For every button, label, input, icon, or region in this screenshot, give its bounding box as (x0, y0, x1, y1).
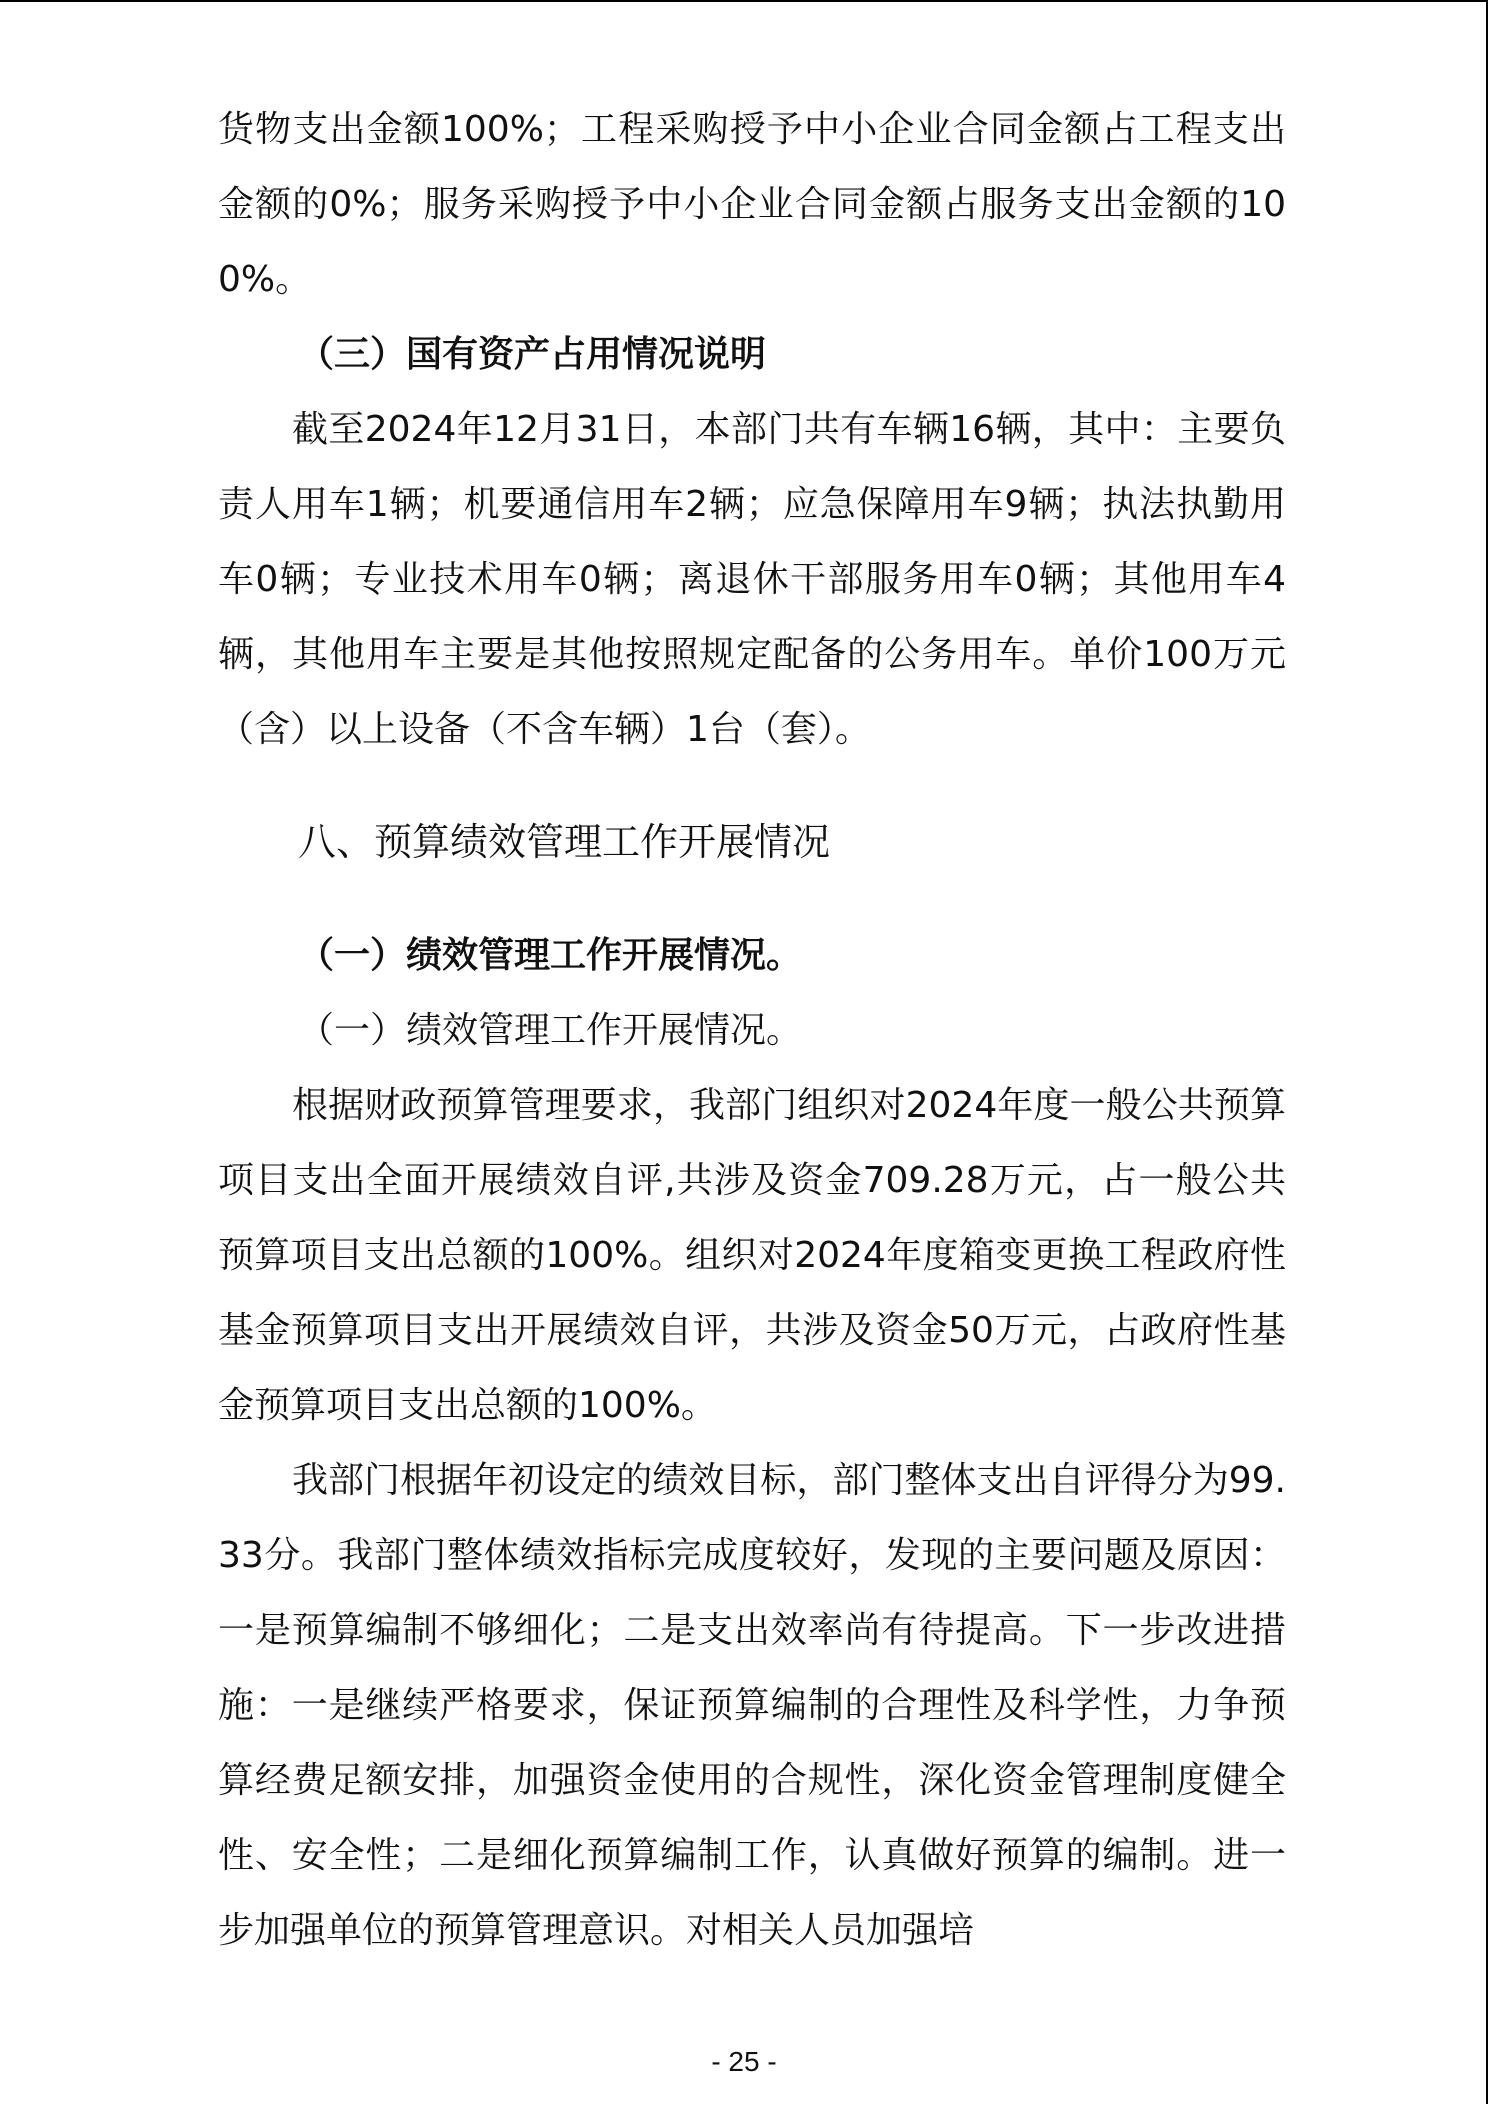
heading-performance-bold: （一）绩效管理工作开展情况。 (298, 935, 803, 976)
document-body (218, 92, 1286, 1968)
heading-section-8: 八、预算绩效管理工作开展情况 (298, 820, 831, 864)
paragraph-vehicles: 截至2024年12月31日，本部门共有车辆16辆，其中：主要负责人用车1辆；机要通信用车2辆；应急保障用车9辆；执法执勤用车0辆；专业技术用车0辆；离退休干部服务用车0辆；其他用车4辆，其他用车主要是其他按照规定配备的公务用车。单价100万元（含）以上设备（不含车辆）1台（套）。 (218, 409, 1286, 750)
heading-performance-plain: （一）绩效管理工作开展情况。 (298, 1010, 803, 1051)
heading-state-assets: （三）国有资产占用情况说明 (298, 334, 767, 375)
page-number: - 25 - (711, 2046, 777, 2077)
paragraph-procurement: 货物支出金额100%；工程采购授予中小企业合同金额占工程支出金额的0%；服务采购授予中小企业合同金额占服务支出金额的100%。 (218, 109, 1286, 300)
paragraph-self-evaluation: 根据财政预算管理要求，我部门组织对2024年度一般公共预算项目支出全面开展绩效自评,共涉及资金709.28万元，占一般公共预算项目支出总额的100%。组织对2024年度箱变更换工程政府性基金预算项目支出开展绩效自评，共涉及资金50万元，占政府性基金预算项目支出总额的100%。 (218, 1085, 1286, 1426)
paragraph-overall-score: 我部门根据年初设定的绩效目标，部门整体支出自评得分为99.33分。我部门整体绩效指标完成度较好，发现的主要问题及原因：一是预算编制不够细化；二是支出效率尚有待提高。下一步改进措施：一是继续严格要求，保证预算编制的合理性及科学性，力争预算经费足额安排，加强资金使用的合规性，深化资金管理制度健全性、安全性；二是细化预算编制工作，认真做好预算的编制。进一步加强单位的预算管理意识。对相关人员加强培 (218, 1460, 1286, 1951)
